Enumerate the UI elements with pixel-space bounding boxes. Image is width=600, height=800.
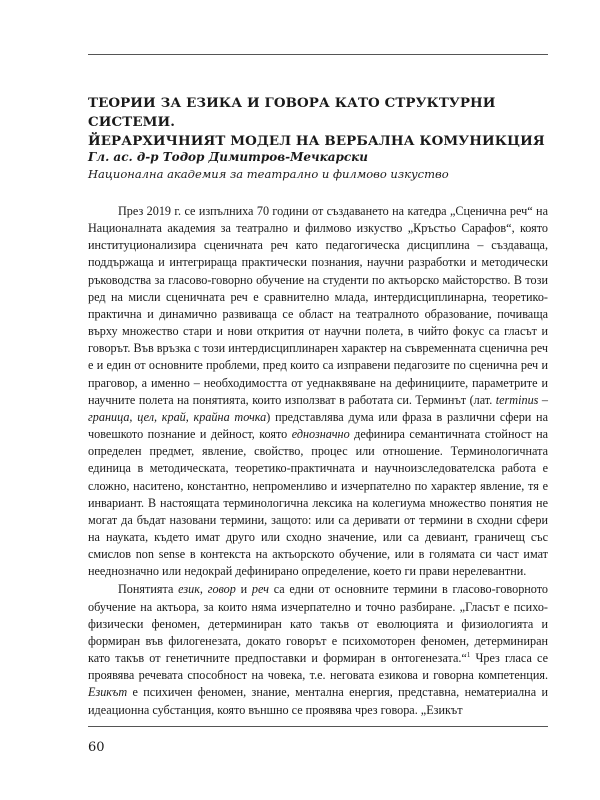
p2-text-c: , — [199, 582, 208, 597]
p2-text-a: Понятията — [118, 582, 179, 597]
paragraph-1 — [88, 203, 548, 580]
article-title — [88, 94, 558, 151]
p1-text-a: През 2019 г. се изпълниха 70 години от създаването на катедра „Сценична реч“ на Националната академия за театрално и филмово изкуство „Кръстьо Сарафов“, която институционализира сценичната реч като педагогическа дисциплина – създаваща, поддържаща и интегрираща практически познания, научни разработки и методически ръководства за гласово-говорно обучение на студенти по актьорско майсторство. В този ред на мисли сценичната реч е сравнително млада, интердисциплинарна, теоретико-практична и динамично развиваща се област на театралното образование, почиваща върху множество стари и нови открития от научни полета, в чийто фокус са гласът и говорът. Във връзка с този интердисциплинарен характер на съвременната сценична реч е и един от основните проблеми, пред които са изправени педагозите по сценична реч и праговор, а именно – необходимостта от уеднаквяване на дефинициите, параметрите и научните полета на понятията, които използват в работата си. Терминът (лат. — [88, 204, 548, 407]
p1-term-latin: terminus – граница, цел, край, крайна точка — [88, 392, 549, 424]
paragraph-2 — [88, 581, 548, 718]
header-rule — [88, 54, 548, 55]
p2-term-ezikat: Езикът — [88, 685, 128, 700]
p2-term-rech: реч — [251, 582, 270, 597]
footer-rule — [88, 726, 548, 727]
p2-text-j: е психичен феномен, знание, ментална енергия, представна, нематериална и идеационна субстанция, която външно се проявява чрез говора. „Езикът — [88, 685, 548, 717]
author-name: Гл. ас. д-р Тодор Димитров-Мечкарски — [88, 150, 369, 164]
p2-text-h: Чрез гласа се проявява речевата способност на човека, т.е. неговата езикова и говорна компетенция. — [88, 651, 548, 683]
p2-term-language: език — [178, 582, 200, 597]
title-line-2: ЙЕРАРХИЧНИЯТ МОДЕЛ НА ВЕРБАЛНА КОМУНИКЦИЯ — [88, 133, 545, 149]
p1-text-c: ) представлява дума или фраза в различни сфери на човешкото познание и дейност, която — [88, 409, 548, 442]
footnote-marker[interactable]: 1 — [466, 651, 471, 659]
p2-term-speech: говор — [207, 582, 236, 597]
article-body — [88, 203, 548, 719]
p2-text-e: и — [235, 582, 252, 597]
author-affiliation: Национална академия за театрално и филмово изкуство — [88, 167, 449, 181]
title-line-1: ТЕОРИИ ЗА ЕЗИКА И ГОВОРА КАТО СТРУКТУРНИ СИСТЕМИ. — [88, 95, 496, 130]
p1-text-e: дефинира семантичната стойност на определен предмет, явление, свойство, процес или отношение. Терминологичната единица в методическата, теоретико-практичната и научноизследователска работа е сложно, наситено, константно, непроменливо и изчерпателно по характер явление, тя е инвариант. В настоящата терминологична лексика на колегиума множество понятия не могат да бъдат назовани термини, защото: или са деривати от термини в сходни сфери на науката, където имат друго или сходно значение, или са девиант, граничещ със смислов non sense в контекста на актьорското обучение, или в голямата си част имат нееднозначно или недокрай дефинирано определение, което ги прави нерелевантни. — [88, 427, 548, 579]
p2-text-g: са едни от основните термини в гласово-говорното обучение на актьора, за които няма изчерпателно и точно разбиране. „Гласът е психо-физически феномен, детерминиран като такъв от еволюцията и физиологията и формиран във филогенезата, докато говорът е психомоторен феномен, детерминиран като такъв от генетичните предпоставки и формиран в онтогенезата.“ — [88, 582, 549, 666]
p1-emphasis: еднозначно — [291, 427, 350, 442]
page-number: 60 — [88, 740, 105, 755]
